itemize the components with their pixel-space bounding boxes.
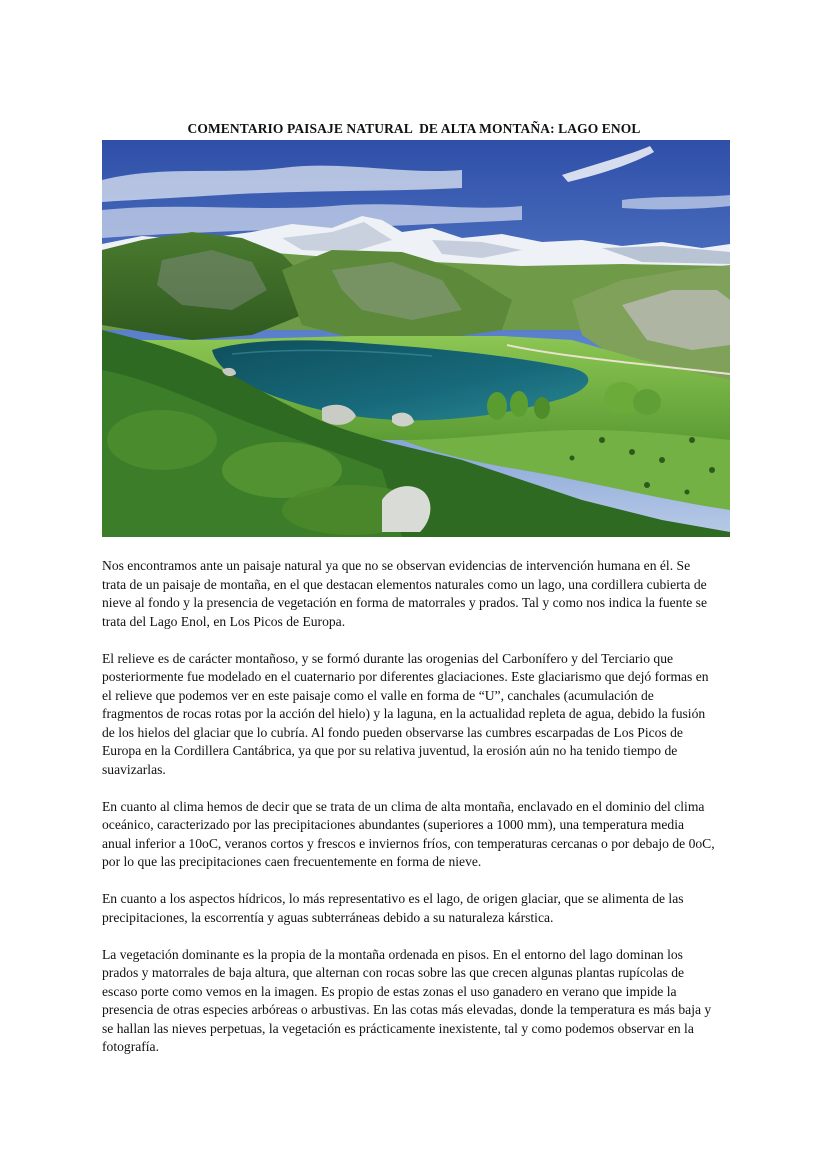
text-line: de los hielos del glaciar que lo cubría. Al fondo pueden observarse las cumbres escarpadas de Los Picos de	[102, 724, 683, 740]
paragraph-climate	[102, 798, 730, 872]
text-line: El relieve es de carácter montañoso, y se formó durante las orogenias del Carbonífero y del Terciario que	[102, 650, 674, 666]
text-line: fotografía.	[102, 1039, 159, 1054]
text-line: prados y matorrales de baja altura, que alternan con rocas sobre las que crecen algunas plantas rupícolas de	[102, 965, 685, 980]
text-line: anual inferior a 10oC, veranos cortos y frescos e inviernos fríos, con temperaturas cercanas o por debajo de 0oC,	[102, 835, 715, 851]
lake-photo	[102, 140, 730, 537]
page-title: COMENTARIO PAISAJE NATURAL DE ALTA MONTAÑA: LAGO ENOL	[187, 121, 641, 136]
text-line: La vegetación dominante es la propia de la montaña ordenada en pisos. En el entorno del lago dominan los	[102, 946, 683, 962]
text-line: presencia de otras especies arbóreas o arbustivas. En las cotas más elevadas, donde la temperatura es más baja y	[102, 1002, 712, 1017]
text-line: escaso porte como vemos en la imagen. Es propio de estas zonas el uso ganadero en verano que impide la	[102, 983, 677, 999]
paragraph-hydrology	[102, 890, 730, 927]
text-line: En cuanto a los aspectos hídricos, lo más representativo es el lago, de origen glaciar, que se alimenta de las	[102, 891, 684, 906]
text-line: En cuanto al clima hemos de decir que se trata de un clima de alta montaña, enclavado en el dominio del clima	[102, 798, 705, 814]
text-line: el relieve que podemos ver en este paisaje como el valle en forma de “U”, canchales (acumulación de	[102, 687, 654, 703]
text-line: oceánico, caracterizado por las precipitaciones abundantes (superiores a 1000 mm), una temperatura media	[102, 817, 685, 832]
text-line: nieve al fondo y la presencia de vegetación en forma de matorrales y prados. Tal y como nos indica la fuente se	[102, 595, 708, 610]
paragraph-vegetation	[102, 946, 730, 1057]
text-line: suavizarlas.	[102, 761, 166, 777]
text-line: trata de un paisaje de montaña, en el que destacan elementos naturales como un lago, una cordillera cubierta de	[102, 576, 707, 592]
text-line: trata del Lago Enol, en Los Picos de Europa.	[102, 613, 346, 629]
text-line: precipitaciones, la escorrentía y aguas subterráneas debido a su naturaleza kárstica.	[102, 909, 554, 925]
paragraph-relief	[102, 650, 730, 780]
text-line: por lo que las precipitaciones caen frecuentemente en forma de nieve.	[102, 854, 482, 869]
text-line: Nos encontramos ante un paisaje natural ya que no se observan evidencias de intervención humana en él. Se	[102, 558, 691, 573]
text-line: se hallan las nieves perpetuas, la vegetación es prácticamente inexistente, tal y como podemos observar en la	[102, 1020, 694, 1036]
text-line: posteriormente fue modelado en el cuaternario por diferentes glaciaciones. Este glaciarismo que dejó formas en	[102, 669, 709, 684]
lake-landscape-illustration	[102, 140, 730, 537]
text-line: Europa en la Cordillera Cantábrica, ya que por su relativa juventud, la erosión aún no ha tenido tiempo de	[102, 743, 678, 758]
document-body	[102, 557, 730, 1075]
paragraph-landscape	[102, 557, 730, 631]
text-line: fragmentos de rocas rotas por la acción del hielo) y la laguna, en la actualidad repleta de agua, debido la fusión	[102, 706, 706, 721]
